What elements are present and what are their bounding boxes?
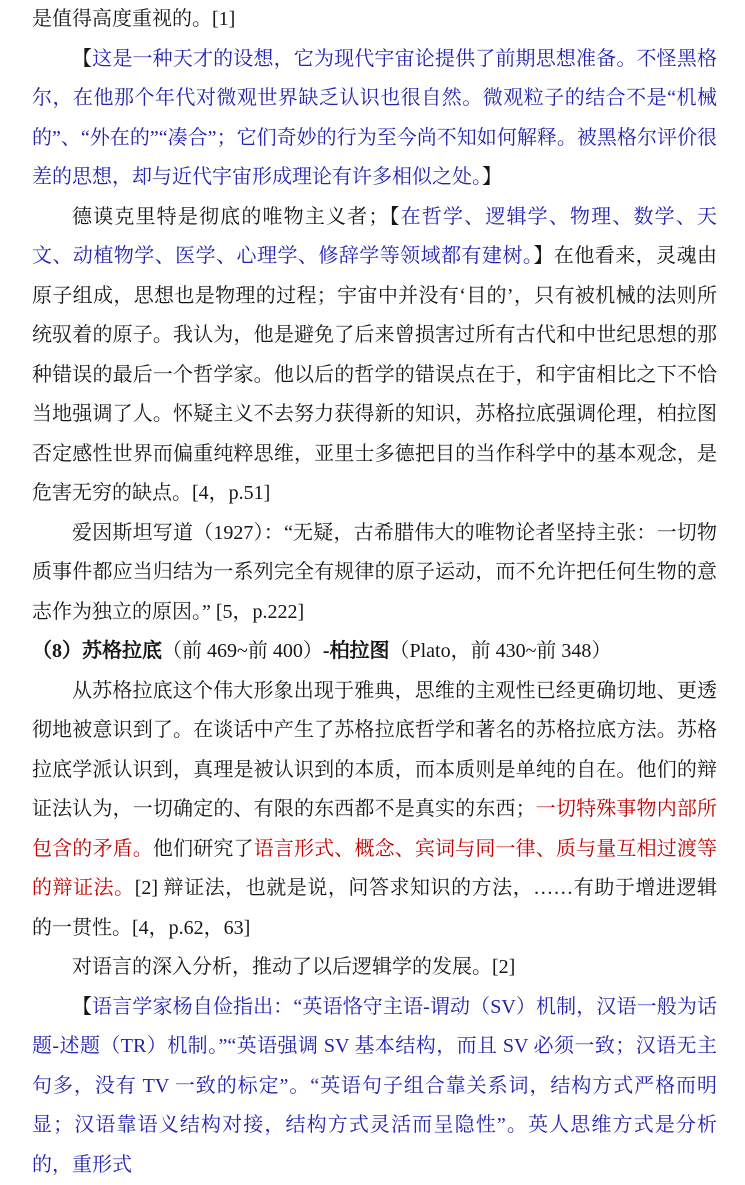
text-run: 德谟克里特是彻底的唯物主义者；	[72, 206, 388, 228]
text-run: 在他看来，灵魂由原子组成，思想也是物理的过程；宇宙中并没有‘目的’，只有被机械的法则所统驭着的原子。我认为，他是避免了后来曾损害过所有古代和中世纪思想的那种错误的最后一个哲学家。他以后的哲学的错误点在于，和宇宙相比之下不恰当地强调了人。怀疑主义不去努力获得新的知识，苏格拉底强调伦理，柏拉图否定感性世界而偏重纯粹思维，亚里士多德把目的当作科学中的基本观念，是危害无穷的缺点。[4，p.51]	[32, 245, 717, 504]
text-run: 【	[72, 48, 92, 70]
text-run: 语言学家杨自俭指出：“英语恪守主语-谓动（SV）机制，汉语一般为话题-述题（TR）机制。”“英语强调 SV 基本结构，而且 SV 必须一致；汉语无主句多，没有 TV 一致的标定”。“英语句子组合靠关系词，结构方式严格而明显；汉语靠语义结构对接，结构方式灵活而呈隐性”。英人思维方式是分析的，重形式	[32, 996, 717, 1176]
heading-socrates-plato	[32, 632, 717, 672]
text-run: 【	[72, 996, 92, 1018]
paragraph-einstein-quote	[32, 514, 717, 633]
text-run: （Plato，前 430~前 348）	[390, 640, 612, 662]
paragraph-blue-commentary-cosmology	[32, 40, 717, 198]
paragraph-linguist-yang-quote	[32, 988, 717, 1185]
text-run: 【	[388, 206, 400, 228]
text-run: （8）苏格拉底	[32, 640, 162, 662]
text-run: （前 469~前 400）	[162, 640, 323, 662]
text-run: -柏拉图	[323, 640, 390, 662]
text-run: 对语言的深入分析，推动了以后逻辑学的发展。[2]	[72, 956, 515, 978]
document-body	[32, 0, 717, 1185]
text-run: 一切特殊事物内部所包含的矛盾。	[32, 798, 717, 860]
text-run: 】	[533, 245, 553, 267]
text-run: 是值得高度重视的。[1]	[32, 8, 235, 30]
paragraph-democritus	[32, 198, 717, 514]
text-run: [2] 辩证法，也就是说，问答求知识的方法，……有助于增进逻辑的一贯性。[4，p.62，63]	[32, 877, 717, 939]
text-run: 这是一种天才的设想，它为现代宇宙论提供了前期思想准备。不怪黑格尔，在他那个年代对微观世界缺乏认识也很自然。微观粒子的结合不是“机械的”、“外在的”“凑合”；它们奇妙的行为至今尚不知如何解释。被黑格尔评价很差的思想，却与近代宇宙形成理论有许多相似之处。	[32, 48, 717, 189]
text-run: 从苏格拉底这个伟大形象出现于雅典，思维的主观性已经更确切地、更透彻地被意识到了。在谈话中产生了苏格拉底哲学和著名的苏格拉底方法。苏格拉底学派认识到，真理是被认识到的本质，而本质则是单纯的自在。他们的辩证法认为，一切确定的、有限的东西都不是真实的东西；	[32, 680, 717, 821]
text-run: 爱因斯坦写道（1927）：“无疑，古希腊伟大的唯物论者坚持主张：一切物质事件都应当归结为一系列完全有规律的原子运动，而不允许把任何生物的意志作为独立的原因。” [5，p.222]	[32, 522, 717, 623]
paragraph-socrates-dialectics	[32, 672, 717, 949]
text-run: 】	[482, 166, 502, 188]
paragraph-language-analysis	[32, 948, 717, 988]
paragraph-continuation	[32, 0, 717, 40]
text-run: 他们研究了	[153, 838, 254, 860]
text-run: 语言形式、概念、宾词与同一律、质与量互相过渡等的辩证法。	[32, 838, 717, 900]
text-run: 在哲学、逻辑学、物理、数学、天文、动植物学、医学、心理学、修辞学等领域都有建树。	[32, 206, 717, 268]
